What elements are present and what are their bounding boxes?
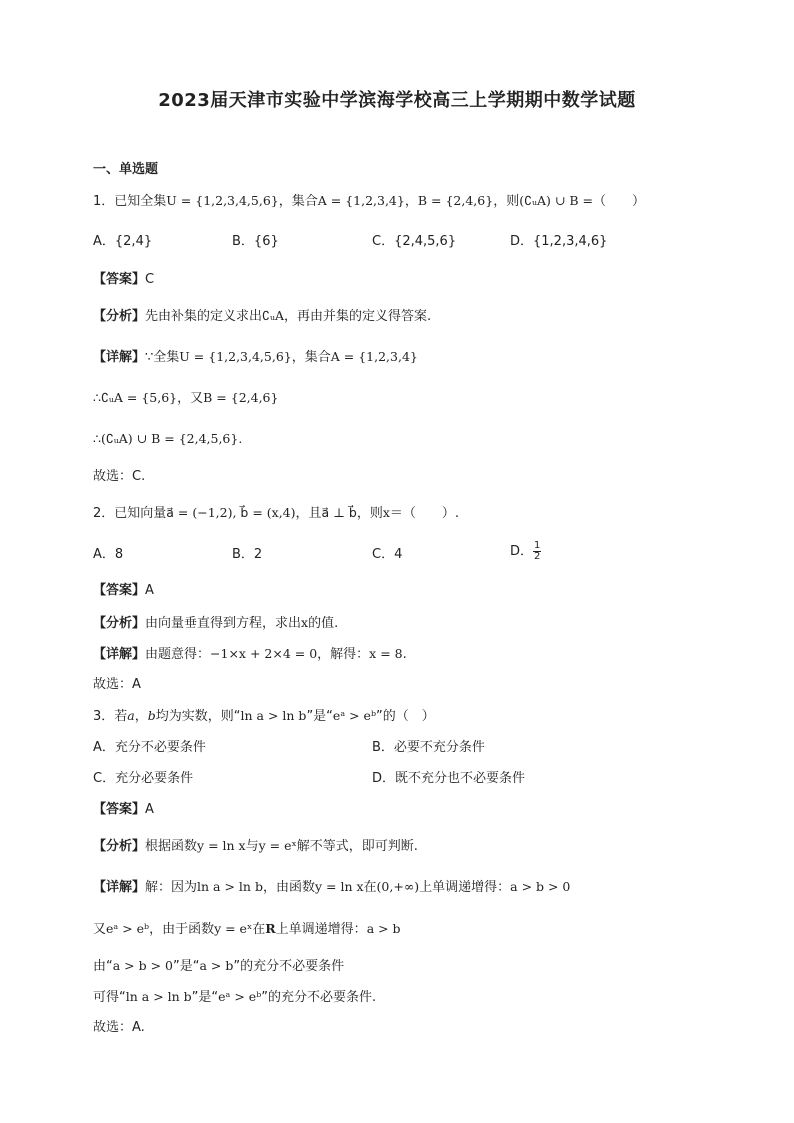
question-1-stem: 1．已知全集U = {1,2,3,4,5,6}，集合A = {1,2,3,4}，B = {2,4,6}，则(∁ᵤA) ∪ B =（ ） [93, 193, 645, 209]
question-3-option-b: B．必要不充分条件 [372, 740, 485, 755]
question-1-detail-line-1: 【详解】∵全集U = {1,2,3,4,5,6}，集合A = {1,2,3,4} [93, 349, 418, 365]
question-1-option-b: B．{6} [232, 234, 279, 249]
question-2-option-d: D． $\frac{1}{2}$ [510, 540, 541, 562]
question-2-answer: 【答案】A [93, 583, 154, 598]
question-1-choice: 故选：C. [93, 469, 146, 484]
question-3-stem: 3．若a，b均为实数，则“ln a > ln b”是“eᵃ > eᵇ”的（ ） [93, 708, 435, 724]
question-1-analysis: 【分析】先由补集的定义求出∁ᵤA，再由并集的定义得答案. [93, 308, 432, 324]
question-3-analysis: 【分析】根据函数y = ln x与y = eˣ解不等式，即可判断. [93, 838, 418, 854]
question-2-stem: 2．已知向量a⃗ = (−1,2), b⃗ = (x,4)，且a⃗ ⊥ b⃗，则x＝（ ）. [93, 505, 460, 521]
question-1-option-c: C．{2,4,5,6} [372, 234, 457, 249]
question-1-detail-line-3: ∴(∁ᵤA) ∪ B = {2,4,5,6}. [93, 431, 243, 446]
fraction-one-half: $\frac{1}{2}$ [534, 540, 541, 562]
question-1-option-a: A．{2,4} [93, 234, 153, 249]
question-3-option-c: C．充分必要条件 [93, 771, 194, 786]
question-3-detail-line-2: 又eᵃ > eᵇ，由于函数y = eˣ在R上单调递增得：a > b [93, 921, 401, 937]
question-3-choice: 故选：A. [93, 1020, 145, 1035]
question-2-option-a: A．8 [93, 547, 124, 562]
question-1-option-d: D．{1,2,3,4,6} [510, 234, 608, 249]
section-heading: 一、单选题 [93, 162, 159, 177]
question-1-answer: 【答案】C [93, 272, 155, 287]
question-2-analysis: 【分析】由向量垂直得到方程，求出x的值. [93, 615, 339, 631]
question-2-choice: 故选：A [93, 677, 141, 692]
question-3-detail-line-1: 【详解】解：因为ln a > ln b，由函数y = ln x在(0,+∞)上单调递增得：a > b > 0 [93, 879, 571, 895]
question-3-option-d: D．既不充分也不必要条件 [372, 771, 526, 786]
question-1-detail-line-2: ∴∁ᵤA = {5,6}，又B = {2,4,6} [93, 390, 279, 406]
question-2-option-c: C．4 [372, 547, 403, 562]
question-3-option-a: A．充分不必要条件 [93, 740, 206, 755]
page-title: 2023届天津市实验中学滨海学校高三上学期期中数学试题 [158, 90, 636, 111]
question-3-detail-line-4: 可得“ln a > ln b”是“eᵃ > eᵇ”的充分不必要条件. [93, 989, 377, 1005]
question-2-option-b: B．2 [232, 547, 263, 562]
question-2-detail: 【详解】由题意得：−1×x + 2×4 = 0，解得：x = 8. [93, 646, 407, 662]
question-3-answer: 【答案】A [93, 802, 154, 817]
question-3-detail-line-3: 由“a > b > 0”是“a > b”的充分不必要条件 [93, 958, 345, 974]
